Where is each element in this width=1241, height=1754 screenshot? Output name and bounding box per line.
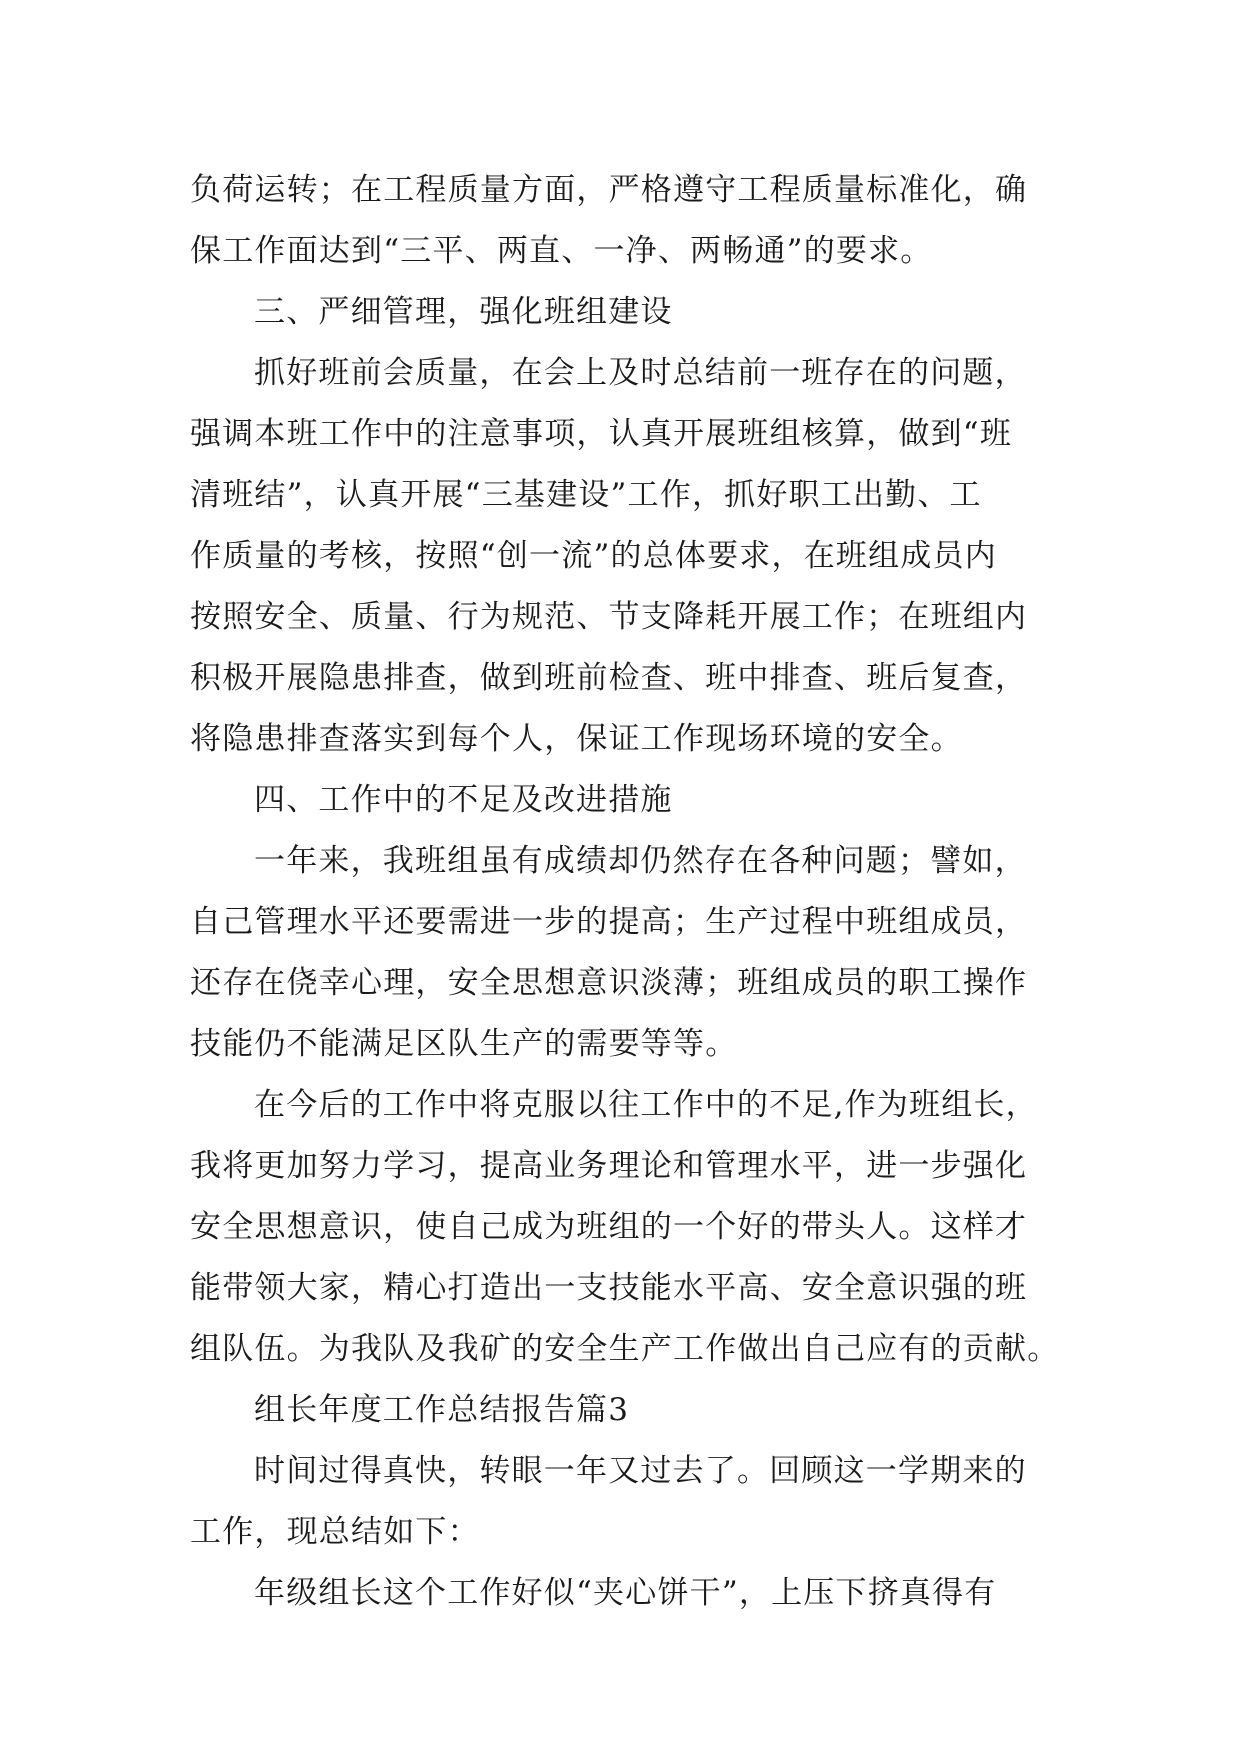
paragraph-line: 在今后的工作中将克服以往工作中的不足,作为班组长， <box>254 1087 1038 1123</box>
paragraph-line: 作质量的考核，按照“创一流”的总体要求，在班组成员内 <box>190 538 997 574</box>
section-heading: 组长年度工作总结报告篇3 <box>254 1392 630 1428</box>
paragraph-line: 强调本班工作中的注意事项，认真开展班组核算，做到“班 <box>190 416 1013 452</box>
paragraph-line: 时间过得真快，转眼一年又过去了。回顾这一学期来的 <box>254 1453 1027 1489</box>
paragraph-line: 安全思想意识，使自己成为班组的一个好的带头人。这样才 <box>190 1209 1028 1245</box>
document-body <box>190 160 1060 1624</box>
paragraph-line: 我将更加努力学习，提高业务理论和管理水平，进一步强化 <box>190 1148 1028 1184</box>
paragraph-line: 工作，现总结如下： <box>190 1514 480 1550</box>
section-heading: 四、工作中的不足及改进措施 <box>254 782 673 818</box>
paragraph-line: 组队伍。为我队及我矿的安全生产工作做出自己应有的贡献。 <box>190 1331 1060 1367</box>
paragraph-line: 将隐患排查落实到每个人，保证工作现场环境的安全。 <box>190 721 963 757</box>
paragraph-line: 年级组长这个工作好似“夹心饼干”，上压下挤真得有 <box>254 1575 997 1611</box>
paragraph-line: 按照安全、质量、行为规范、节支降耗开展工作；在班组内 <box>190 599 1028 635</box>
section-heading: 三、严细管理，强化班组建设 <box>254 294 673 330</box>
paragraph-line: 抓好班前会质量，在会上及时总结前一班存在的问题， <box>254 355 1027 391</box>
paragraph-line: 技能仍不能满足区队生产的需要等等。 <box>190 1026 738 1062</box>
paragraph-line: 负荷运转；在工程质量方面，严格遵守工程质量标准化，确 <box>190 172 1028 208</box>
paragraph-line: 清班结”，认真开展“三基建设”工作，抓好职工出勤、工 <box>190 477 982 513</box>
paragraph-line: 保工作面达到“三平、两直、一净、两畅通”的要求。 <box>190 233 933 269</box>
paragraph-line: 积极开展隐患排查，做到班前检查、班中排查、班后复查， <box>190 660 1028 696</box>
paragraph-line: 还存在侥幸心理，安全思想意识淡薄；班组成员的职工操作 <box>190 965 1028 1001</box>
paragraph-line: 自己管理水平还要需进一步的提高；生产过程中班组成员， <box>190 904 1028 940</box>
paragraph-line: 一年来，我班组虽有成绩却仍然存在各种问题；譬如， <box>254 843 1027 879</box>
paragraph-line: 能带领大家，精心打造出一支技能水平高、安全意识强的班 <box>190 1270 1028 1306</box>
